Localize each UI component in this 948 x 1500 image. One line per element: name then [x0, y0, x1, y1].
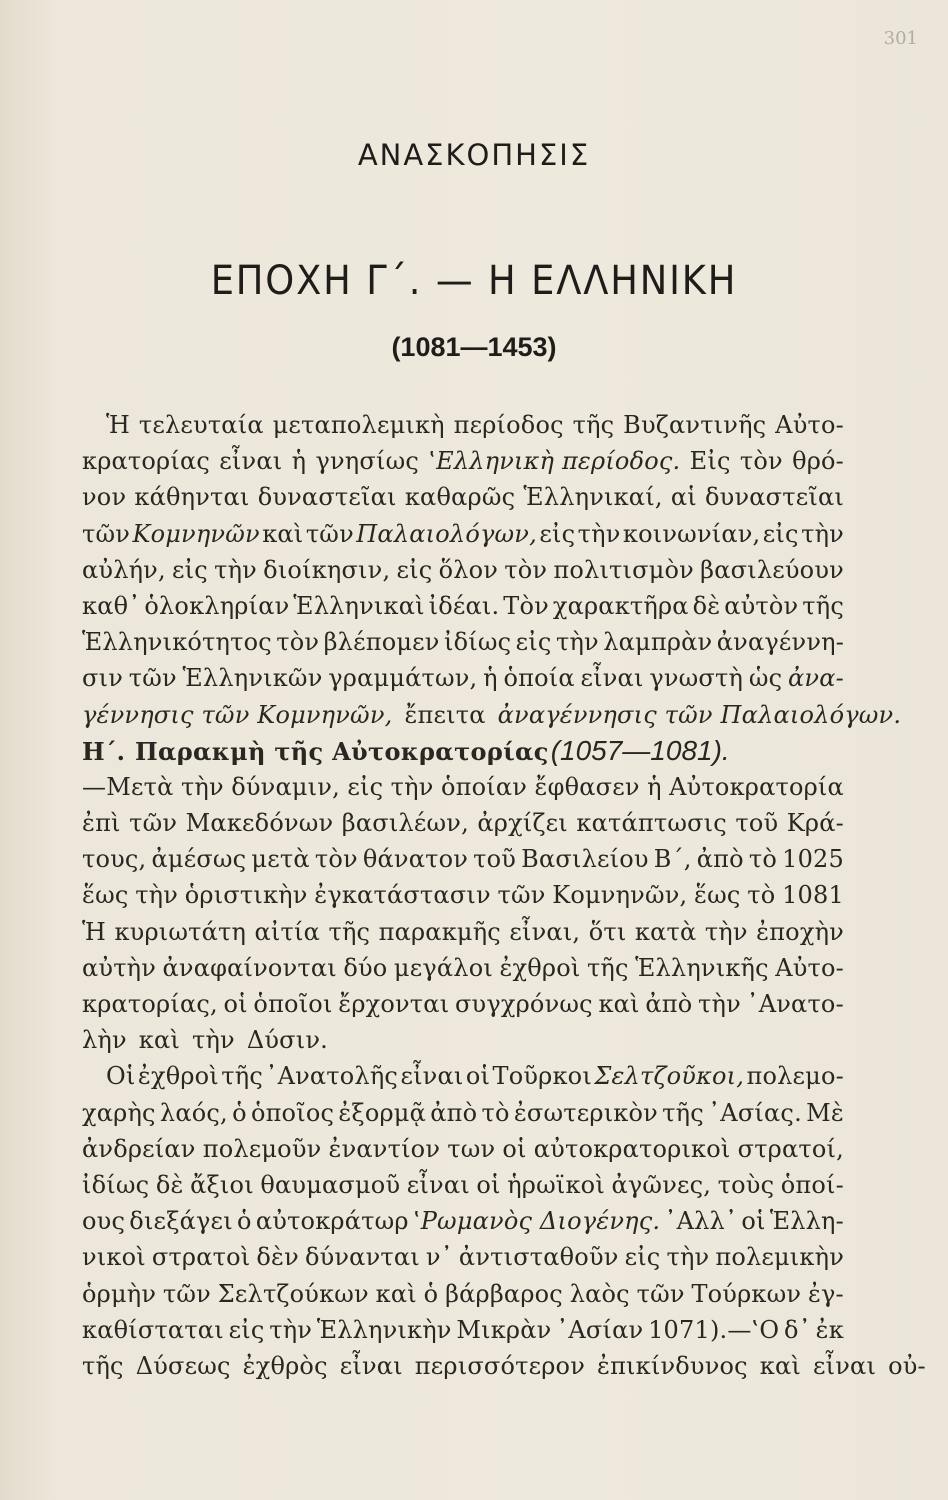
word: παρακμῆς	[378, 917, 501, 946]
word: δύο	[343, 953, 388, 982]
text-line	[82, 1312, 844, 1348]
word: εἰς	[762, 519, 799, 548]
word: ὁποίαν	[440, 772, 528, 801]
word: κατάπτωσις	[576, 809, 727, 838]
word: τὴν	[269, 1315, 313, 1344]
word: τὴν	[577, 519, 621, 548]
word: νικοὶ	[82, 1243, 146, 1272]
word: οἱ	[476, 1170, 501, 1199]
word: γνησίως	[315, 447, 419, 476]
word: Παλαιολόγων,	[356, 519, 537, 548]
word: 1071).—‛Ο	[648, 1315, 780, 1344]
word: συγχρόνως	[454, 990, 593, 1018]
word: τους,	[82, 845, 147, 874]
text-line	[82, 914, 844, 950]
text-line	[82, 877, 844, 913]
word: θάνατον	[362, 845, 469, 874]
word: εἰς	[347, 772, 384, 801]
word: εἰς	[172, 555, 208, 584]
word: ἀπὸ	[645, 990, 693, 1018]
word: ᾽Ανατολῆς	[265, 1062, 399, 1091]
paragraph-1	[82, 407, 902, 733]
word: τὸν	[739, 447, 783, 476]
word: εἰς	[624, 1243, 661, 1272]
text-line	[82, 443, 844, 479]
word: Βυζαντινῆς	[623, 411, 767, 439]
word: λὴν	[82, 1026, 127, 1055]
paragraph-3	[82, 1058, 926, 1384]
word: εἶναι	[580, 664, 644, 693]
word: λαμπρὰν	[603, 628, 713, 657]
word: ἀνα-	[788, 664, 844, 693]
word: καὶ	[262, 519, 304, 548]
word: ν᾽	[425, 1243, 453, 1272]
word: τὸ	[748, 845, 777, 874]
word: των	[447, 1134, 496, 1163]
word: 1081	[782, 881, 844, 910]
word: τοῦ	[473, 845, 517, 874]
word: μεγάλοι	[393, 953, 493, 982]
word: ἡ	[483, 664, 498, 693]
text-line	[82, 805, 844, 841]
word: ἕως	[694, 881, 741, 910]
word: Τούρκων	[691, 1279, 802, 1308]
word: ἀπὸ	[430, 1098, 478, 1127]
word: καθαρῶς	[404, 483, 516, 512]
word: τῶν	[128, 664, 177, 693]
word: τῶν	[636, 1279, 685, 1308]
word: τὸν	[504, 555, 548, 584]
word: γέννησις τῶν Κομνηνῶν,	[82, 700, 393, 729]
word: τὴν	[135, 881, 179, 910]
running-title: ΑΝΑΣΚΟΠΗΣΙΣ	[357, 138, 591, 172]
word: γνωστὴ	[649, 664, 744, 693]
word: εἶναι	[406, 1170, 470, 1199]
word: αἰτία	[254, 917, 321, 946]
word: ἐκ	[815, 1315, 844, 1344]
word: αἱ	[670, 483, 697, 512]
word: κατὰ	[634, 917, 697, 946]
word: δυναστεῖαι	[257, 483, 397, 512]
word: τὴν	[192, 1026, 235, 1055]
word: ἀγῶνες,	[611, 1170, 712, 1199]
word: μεταπολεμικὴ	[272, 411, 445, 439]
word: ὁποῖοι	[253, 990, 333, 1018]
word: τοῦ	[735, 809, 779, 838]
word: τὴν	[666, 1243, 710, 1272]
word: Ἑλληνικότητος	[82, 628, 272, 657]
word: ὁ	[423, 1279, 439, 1308]
word: τῶν	[497, 881, 546, 910]
word: Δύσιν.	[246, 1026, 328, 1055]
word: περίοδος	[453, 411, 564, 439]
word: εἶναι	[339, 1351, 403, 1380]
text-line	[82, 1276, 844, 1312]
word: ᾽Ανατο-	[746, 990, 844, 1018]
word: ους	[82, 1207, 126, 1236]
word: Ἡ	[106, 411, 131, 439]
word: εἰς	[515, 628, 552, 657]
word: εἶναι,	[509, 917, 581, 946]
word: δύνανται	[304, 1243, 420, 1272]
word: αὐτοκρατορικοὶ	[533, 1134, 731, 1163]
word: ἐγκατάστασιν	[314, 881, 491, 910]
word: Βασιλείου	[521, 845, 649, 874]
section-number: Η΄.	[82, 736, 126, 766]
word: τὸ	[747, 881, 776, 910]
word: ἐποχὴν	[756, 917, 844, 946]
text-line	[82, 1058, 844, 1094]
word: τὴν	[555, 628, 599, 657]
text-line	[82, 407, 844, 443]
word: Ἑλληνικῆς	[635, 953, 769, 982]
word: τῶν	[162, 1279, 211, 1308]
word: ἕως	[82, 881, 129, 910]
word: ἐπὶ	[82, 809, 121, 838]
word: οἱ	[465, 1062, 491, 1091]
word: κάθηνται	[134, 483, 250, 512]
word: ἡ	[291, 447, 307, 476]
word: τὴν	[214, 555, 257, 584]
word: Τὸν	[503, 591, 549, 620]
word: βασιλέων,	[341, 809, 469, 838]
text-line	[82, 516, 844, 552]
word: ὁρμὴν	[82, 1279, 157, 1308]
word: νον	[82, 483, 127, 512]
word: βλέπομεν	[323, 628, 440, 657]
word: Μικρὰν	[456, 1315, 552, 1344]
word: ὁλοκληρίαν	[144, 591, 290, 620]
word: Ἑλλη-	[769, 1207, 844, 1236]
word: ὅτι	[588, 917, 627, 946]
word: Β΄,	[653, 845, 692, 874]
word: Ἑλληνικὴν	[316, 1315, 452, 1344]
word: καὶ	[138, 1026, 180, 1055]
word: ἐσωτερικὸν	[513, 1098, 658, 1127]
word: Ἑλληνικαὶ	[293, 591, 425, 620]
word: καὶ	[375, 1279, 417, 1308]
word: Εἰς	[689, 447, 731, 476]
word: δὲ	[692, 591, 721, 620]
word: εἶναι	[219, 447, 283, 476]
word: εἶναι	[400, 1062, 464, 1091]
word: ὁποῖος	[250, 1098, 335, 1127]
word: κοινωνίαν,	[622, 519, 761, 548]
word: τὴν	[801, 519, 844, 548]
word: ἰδίως	[82, 1170, 150, 1199]
word: ἀνδρείαν	[82, 1134, 196, 1163]
word: αὐτὸν	[724, 591, 799, 620]
word: ἰδίως	[443, 628, 512, 657]
word: τῆς	[221, 1062, 263, 1091]
word: ᾽Ασίας.	[708, 1098, 802, 1127]
word: στρατοὶ	[151, 1243, 251, 1272]
word: ἀναφαίνονται	[162, 953, 337, 982]
word: ἀναγέννη-	[716, 628, 844, 657]
word: Σελτζοῦκοι,	[594, 1062, 745, 1091]
word: τὴν	[180, 772, 224, 801]
word: ἰδέαι.	[428, 591, 500, 620]
word: ἐπικίνδυνος	[597, 1351, 748, 1380]
word: στρατοί,	[737, 1134, 844, 1163]
word: δύναμιν,	[231, 772, 340, 801]
word: τὸ	[481, 1098, 510, 1127]
text-line	[82, 1095, 844, 1131]
word: οἱ	[741, 1207, 766, 1236]
word: ἐγ-	[807, 1279, 844, 1308]
text-line	[82, 588, 844, 624]
word: ἐχθροὶ	[137, 1062, 219, 1091]
word: τῆς	[802, 591, 844, 620]
word: θαυμασμοῦ	[260, 1170, 401, 1199]
word: πολεμοῦν	[202, 1134, 322, 1163]
word: καὶ	[598, 990, 640, 1018]
word: ὁ	[237, 1207, 252, 1236]
word: τὸν	[314, 845, 358, 874]
word: 1025	[782, 845, 844, 874]
word: ἄξιοι	[190, 1170, 254, 1199]
word: θρό-	[792, 447, 844, 476]
word: ἐχθρὸς	[242, 1351, 328, 1380]
word: μετὰ	[251, 845, 310, 874]
word: τῶν	[129, 809, 178, 838]
word: ἀμέσως	[151, 845, 247, 874]
word: διεξάγει	[129, 1207, 233, 1236]
word: —Μετὰ	[82, 772, 174, 801]
text-line	[82, 624, 844, 660]
section-heading	[82, 733, 844, 769]
word: Ἡ	[82, 917, 107, 946]
word: δὲν	[256, 1243, 299, 1272]
word: ἡ	[647, 772, 662, 801]
word: τελευταία	[138, 411, 264, 439]
word: Δύσεως	[135, 1351, 231, 1380]
page-number: 301	[883, 28, 918, 49]
word: δυναστεῖαι	[705, 483, 844, 512]
word: εἰς	[539, 519, 576, 548]
word: τοὺς	[717, 1170, 775, 1199]
word: Τοῦρκοι	[492, 1062, 592, 1091]
word: βασιλεύουν	[700, 555, 844, 584]
word: αὐλήν,	[82, 555, 166, 584]
word: κρατορίας,	[82, 990, 218, 1018]
word: ὁριστικὴν	[184, 881, 308, 910]
text-line	[82, 1131, 844, 1167]
chapter-title: ΕΠΟΧΗ Γ΄. — Η ΕΛΛΗΝΙΚΗ	[210, 258, 738, 304]
word: οἱ	[223, 990, 248, 1018]
word: λαός,	[159, 1098, 228, 1127]
word: πολιτισμὸν	[553, 555, 694, 584]
word: κυριωτάτη	[114, 917, 247, 946]
word: τὴν	[390, 772, 434, 801]
word: εἰς	[396, 555, 433, 584]
word: δὲ	[155, 1170, 184, 1199]
text-line	[82, 479, 844, 515]
word: Αὐτο-	[775, 953, 844, 982]
section-years: (1057—1081).	[550, 734, 730, 766]
word: ᾽Ασίαν	[556, 1315, 644, 1344]
word: ὁ	[232, 1098, 247, 1127]
word: εἰς	[228, 1315, 265, 1344]
word: Αὐτο-	[775, 411, 844, 439]
word: εἶναι	[813, 1351, 877, 1380]
word: ἡρωϊκοὶ	[507, 1170, 605, 1199]
word: πολεμο-	[746, 1062, 844, 1091]
word: Κομνηνῶν,	[552, 881, 688, 910]
body-text	[82, 407, 926, 1384]
text-line	[82, 552, 844, 588]
text-line	[82, 841, 844, 877]
word: ἔφθασεν	[534, 772, 640, 801]
word: ‛Ρωμανὸς Διογένης.	[412, 1207, 661, 1236]
word: Μακεδόνων	[185, 809, 334, 838]
word: ἐναντίον	[328, 1134, 441, 1163]
text-line	[82, 1348, 926, 1384]
word: Ἑλληνικῶν	[182, 664, 323, 693]
word: Οἱ	[106, 1062, 136, 1091]
word: τῆς	[572, 411, 615, 439]
word: λαὸς	[569, 1279, 630, 1308]
word: τῆς	[328, 917, 371, 946]
word: ἐξορμᾷ	[338, 1098, 427, 1127]
word: τὴν	[704, 917, 748, 946]
word: Ἑλληνικαί,	[523, 483, 663, 512]
word: τῆς	[82, 1351, 124, 1380]
word: τῆς	[586, 953, 629, 982]
word: ὁποί-	[780, 1170, 844, 1199]
word: δ᾽	[784, 1315, 811, 1344]
word: Κομνηνῶν	[132, 519, 260, 548]
text-line	[82, 769, 844, 805]
word: ἀντισταθοῦν	[458, 1243, 619, 1272]
word: ὅλον	[438, 555, 499, 584]
word: καθ᾽	[82, 591, 141, 620]
text-line	[82, 660, 844, 696]
text-line	[82, 986, 844, 1022]
word: διοίκησιν,	[263, 555, 391, 584]
text-line	[82, 1022, 844, 1058]
word: ἐχθροὶ	[499, 953, 581, 982]
word: αὐτοκράτωρ	[255, 1207, 409, 1236]
word: καὶ	[759, 1351, 802, 1380]
word: κρατορίας	[82, 447, 211, 476]
word: σιν	[82, 664, 123, 693]
word: ᾽Αλλ᾽	[664, 1207, 738, 1236]
paragraph-2	[82, 769, 844, 1059]
word: τῆς	[662, 1098, 704, 1127]
section-title: Παρακμὴ τῆς Αὐτοκρατορίας	[135, 736, 549, 766]
chapter-dates: (1081—1453)	[391, 332, 557, 362]
word: ὡς	[748, 664, 783, 693]
word: οὐ-	[888, 1351, 926, 1380]
word: ἔπειτα	[404, 700, 486, 729]
text-line	[82, 697, 902, 733]
word: χαρὴς	[82, 1098, 156, 1127]
word: οἱ	[502, 1134, 527, 1163]
word: Αὐτοκρατορία	[669, 772, 844, 801]
word: τὸν	[276, 628, 320, 657]
word: τῶν	[305, 519, 354, 548]
word: Σελτζούκων	[217, 1279, 369, 1308]
word: αὐτὴν	[82, 953, 157, 982]
word: καθίσταται	[82, 1315, 224, 1344]
word: ἀναγέννησις τῶν Παλαιολόγων.	[497, 700, 902, 729]
word: χαρακτῆρα	[552, 591, 689, 620]
word: πολεμικὴν	[715, 1243, 844, 1272]
word: περισσότερον	[414, 1351, 585, 1380]
word: Κρά-	[786, 809, 844, 838]
text-line	[82, 1167, 844, 1203]
word: γραμμάτων,	[328, 664, 478, 693]
text-line	[82, 1203, 844, 1239]
word: βάρβαρος	[445, 1279, 563, 1308]
word: Μὲ	[806, 1098, 844, 1127]
word: ἀρχίζει	[477, 809, 568, 838]
text-line	[82, 950, 844, 986]
word: ἔρχονται	[338, 990, 450, 1018]
text-line	[82, 1239, 844, 1275]
word: τῶν	[82, 519, 131, 548]
word: τὴν	[698, 990, 741, 1018]
word: ὁποία	[503, 664, 575, 693]
word: ‛Ελληνικὴ περίοδος.	[428, 447, 681, 476]
word: ἀπὸ	[696, 845, 744, 874]
